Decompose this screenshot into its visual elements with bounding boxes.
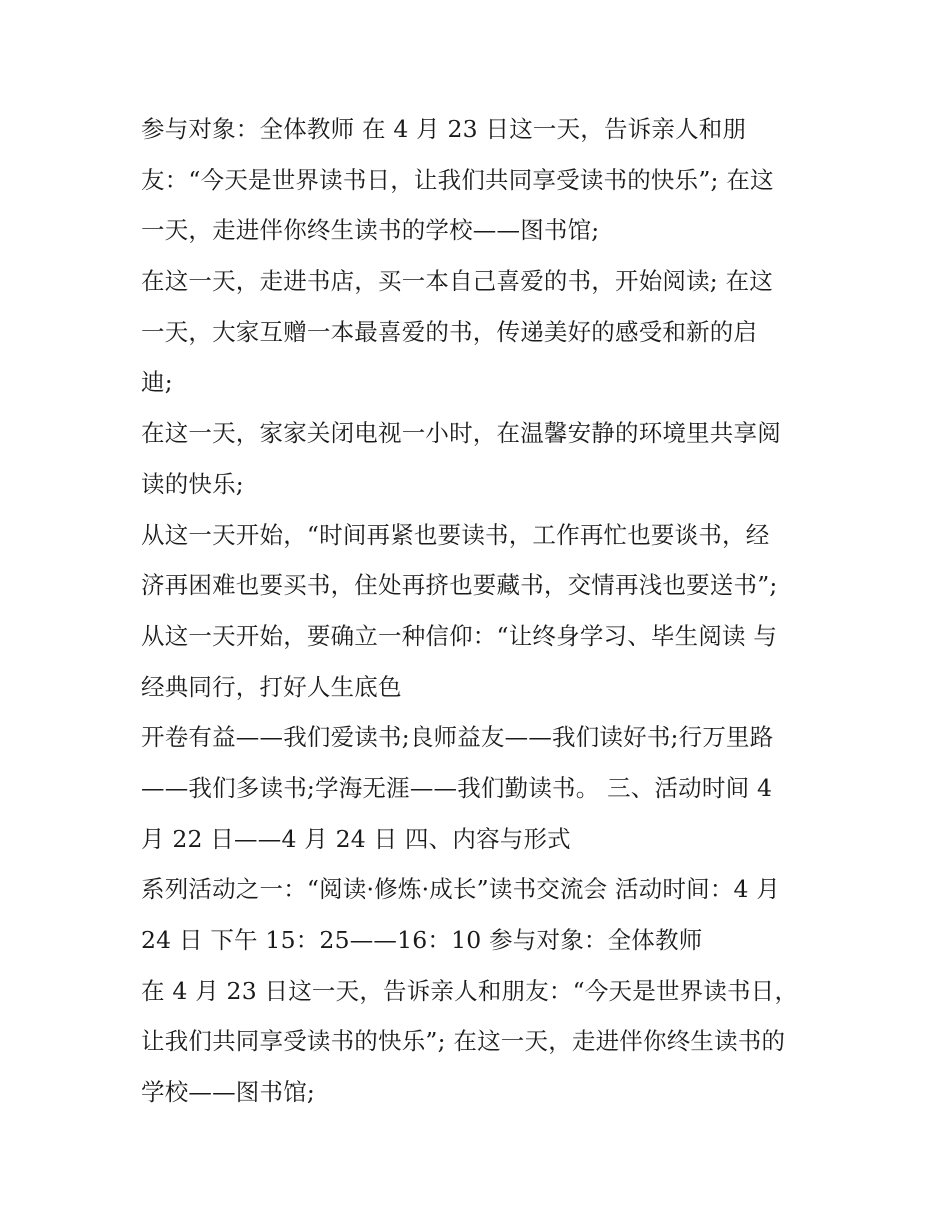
text-line: 系列活动之一：“阅读·修炼·成长”读书交流会 活动时间：4 月	[141, 875, 781, 904]
text-line: 从这一天开始，“时间再紧也要读书，工作再忙也要谈书，经	[141, 520, 770, 549]
text-line: 在 4 月 23 日这一天，告诉亲人和朋友：“今天是世界读书日，	[141, 976, 799, 1005]
text-line: 参与对象：全体教师 在 4 月 23 日这一天，告诉亲人和朋	[141, 115, 747, 143]
text-line: 济再困难也要买书，住处再挤也要藏书，交情再浅也要送书”;	[141, 571, 778, 600]
text-line: 一天，走进伴你终生读书的学校——图书馆;	[141, 216, 600, 245]
text-line: 学校——图书馆;	[141, 1078, 316, 1107]
text-line: 让我们共同享受读书的快乐”; 在这一天，走进伴你终生读书的	[141, 1027, 786, 1056]
text-line: ——我们多读书;学海无涯——我们勤读书。 三、活动时间 4	[141, 773, 773, 802]
text-line: 月 22 日——4 月 24 日 四、内容与形式	[141, 824, 571, 853]
text-line: 经典同行，打好人生底色	[141, 672, 402, 701]
text-line: 从这一天开始，要确立一种信仰：“让终身学习、毕生阅读 与	[141, 621, 778, 650]
text-line: 迪;	[141, 368, 173, 397]
text-line: 24 日 下午 15：25——16：10 参与对象：全体教师	[141, 926, 703, 954]
text-line: 友：“今天是世界读书日，让我们共同享受读书的快乐”; 在这	[141, 165, 774, 194]
text-line: 开卷有益——我们爱读书;良师益友——我们读好书;行万里路	[141, 723, 774, 752]
text-line: 在这一天，家家关闭电视一小时，在温馨安静的环境里共享阅	[141, 419, 781, 448]
text-line: 一天，大家互赠一本最喜爱的书，传递美好的感受和新的启	[141, 317, 758, 346]
text-line: 在这一天，走进书店，买一本自己喜爱的书，开始阅读; 在这	[141, 267, 773, 296]
body-text	[141, 104, 841, 1118]
text-line: 读的快乐;	[141, 469, 244, 498]
